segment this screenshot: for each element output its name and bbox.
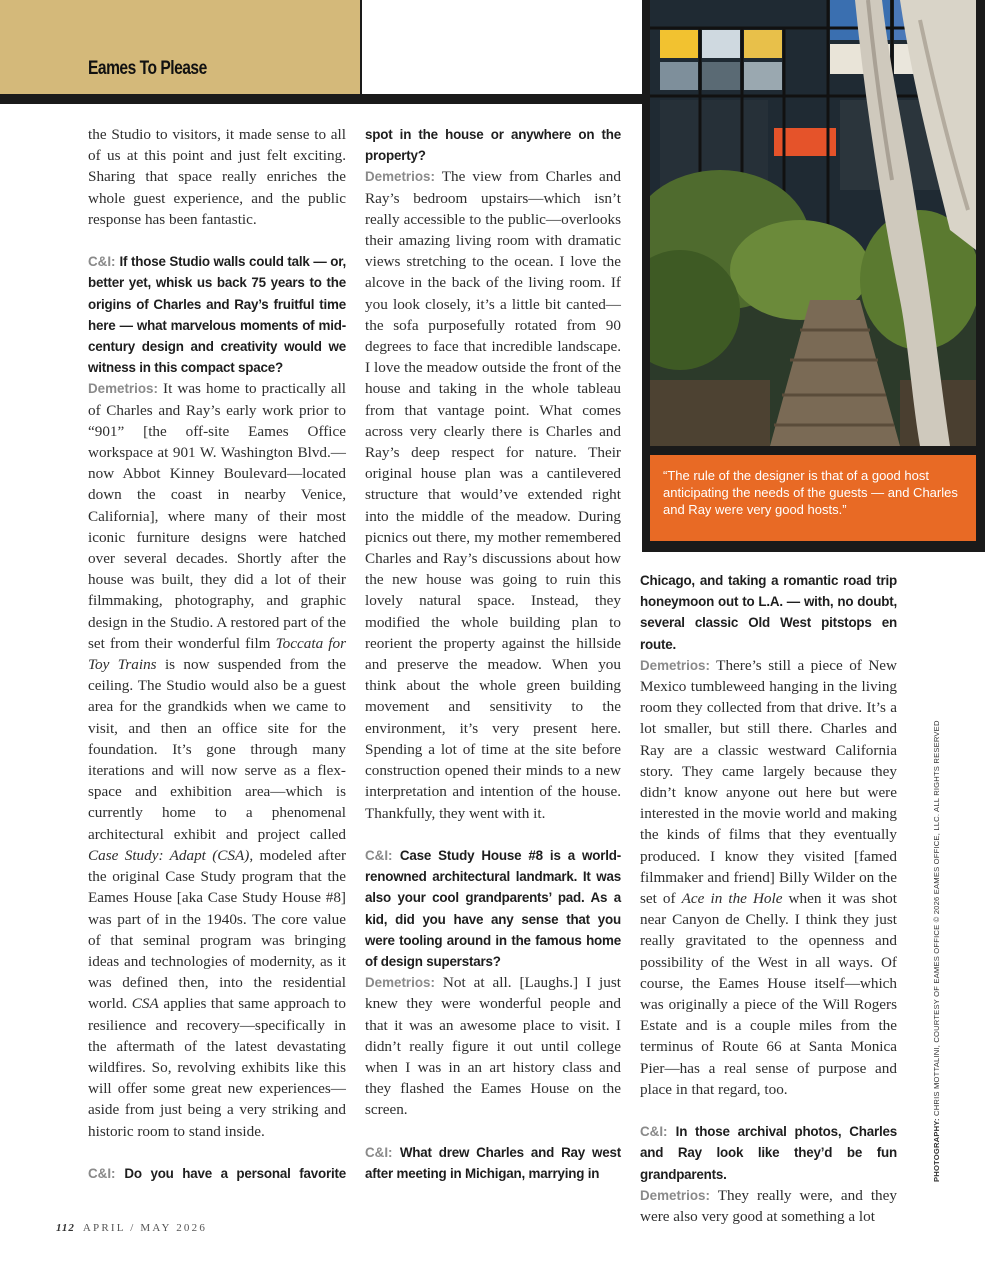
- question-tag: C&I:: [640, 1124, 668, 1140]
- question-tag: C&I:: [88, 1165, 116, 1181]
- answer-text: Not at all. [Laughs.] I just knew they were wonderful people and that it was an awesome place to visit. I didn’t really figure it out until college when I was in an art history class and they flashed the Eames House on the screen.: [365, 974, 622, 1119]
- answer-text: They really were, and they were also very good at something a lot: [640, 1186, 897, 1226]
- question-text: In those archival photos, Charles and Ray look like they’d be fun grandparents.: [640, 1124, 898, 1182]
- header-rule: [0, 94, 646, 104]
- answer-text: , modeled after the original Case Study program that the Eames House [aka Case Study House #8] was part of in the 1940s. The core value of that seminal program was bringing ideas and technologies of modernity, as it was defined then, into the residential world.: [88, 846, 346, 1013]
- speaker-label: Demetrios:: [88, 381, 158, 397]
- film-title: Toccata for Toy Trains: [88, 634, 347, 674]
- answer: [365, 972, 621, 1120]
- speaker-label: Demetrios:: [365, 169, 435, 185]
- answer-text: is now suspended from the ceiling. The Studio would also be a guest area for the grandkids when we came to visit, and then an office site for the foundation. It’s gone through many iterations and will now serve as a flex-space and exhibition area—which is currently home to a phenomenal architectural exhibit and project called: [88, 656, 346, 843]
- question-text: Chicago, and taking a romantic road trip honeymoon out to L.A. — with, no doubt, several classic Old West pitstops en route.: [640, 573, 897, 652]
- credit-text: CHRIS MOTTALINI, COURTESY OF EAMES OFFICE © 2026 EAMES OFFICE, LLC. ALL RIGHTS RESERVED: [932, 720, 941, 1116]
- question-tag: C&I:: [365, 1144, 393, 1160]
- pull-quote-box: [650, 455, 976, 541]
- question: [640, 1121, 897, 1185]
- question: [88, 1163, 346, 1184]
- paragraph: [88, 124, 346, 230]
- question: [88, 251, 346, 378]
- answer-text: The view from Charles and Ray’s bedroom upstairs—which isn’t really accessible to the public—overlooks their amazing living room with dramatic views stretching to the ocean. I love the alcove in the back of the living room. If you look closely, it’s a little bit canted—the sofa purposefully rotated from 90 degrees to face that incredible landscape. I love the meadow outside the front of the house and taking in the whole tableau from that vantage point. What comes across very clearly there is Charles and Ray’s deep respect for nature. Their original house plan was a cantilevered structure that would’ve extended right into the middle of the meadow. During picnics out there, my mother remembered Charles and Ray’s discussions about how the new house was going to ruin this lovely natural space. Instead, they modified the whole building plan to reorient the property against the hillside and preserve the meadow. When you think about the whole green building movement and sensitivity to the environment, it’s very present here. Spending a lot of time at the site before construction opened their minds to a new interpretation and intention of the house. Thankfully, they went with it.: [365, 168, 621, 822]
- speaker-label: Demetrios:: [640, 1187, 710, 1203]
- page-number: 112: [56, 1222, 75, 1234]
- speaker-label: Demetrios:: [640, 657, 710, 673]
- film-title: Ace in the Hole: [681, 890, 783, 908]
- answer: [88, 378, 346, 1141]
- folio: [56, 1222, 207, 1234]
- pull-quote: “The rule of the designer is that of a good host anticipating the needs of the guests — and Charles and Ray were very good hosts.”: [663, 468, 958, 517]
- issue-date: APRIL / MAY 2026: [82, 1222, 208, 1234]
- answer: [365, 166, 621, 823]
- answer: [640, 1185, 897, 1227]
- question-text: Do you have a personal favorite: [124, 1165, 346, 1181]
- article-column-3: [640, 570, 897, 1227]
- question: [365, 124, 621, 166]
- answer-text: It was home to practically all of Charles and Ray’s early work prior to “901” [the off-site Eames Office workspace at 901 W. Washington Blvd.—now Abbot Kinney Boulevard—located down the coast in nearby Venice, California], where many of their most iconic furniture designs were hatched over several decades. Shortly after the house was built, they did a lot of their filmmaking, photography, and graphic design in the Studio. A restored part of the set from their wonderful film: [88, 380, 347, 652]
- question-text: What drew Charles and Ray west after meeting in Michigan, marrying in: [365, 1144, 622, 1181]
- answer-text: There’s still a piece of New Mexico tumbleweed hanging in the living room they collected from that drive. It’s a lot smaller, but still there. Charles and Ray are a classic westward California story. They came largely because they didn’t know anyone out here but were interested in the movie world and making the kinds of films that they eventually produced. I know they visited [famed filmmaker and friend] Billy Wilder on the set of: [640, 656, 898, 908]
- question: [640, 570, 897, 655]
- question-tag: C&I:: [365, 847, 393, 863]
- house-garden-photo: [650, 0, 976, 446]
- question-text: If those Studio walls could talk — or, better yet, whisk us back 75 years to the origins of Charles and Ray’s fruitful time here — what marvelous moments of mid-century design and creativity would we witness in this compact space?: [88, 254, 347, 376]
- photo-credit: [932, 722, 941, 1182]
- credit-label: PHOTOGRAPHY:: [932, 1118, 941, 1182]
- answer-text: when it was shot near Canyon de Chelly. I think they just really gravitated to the openness and possibility of the West in all ways. Of course, the Eames House itself—which was originally a piece of the Will Rogers Estate and is a couple miles from the terminus of Route 66 at Santa Monica Pier—has a real sense of purpose and place in that regard, too.: [640, 890, 897, 1098]
- question-text: spot in the house or anywhere on the property?: [365, 127, 621, 164]
- exhibit-title: Case Study: Adapt (CSA): [88, 846, 250, 864]
- question: [365, 1142, 621, 1184]
- question-text: Case Study House #8 is a world-renowned architectural landmark. It was also your cool grandparents’ pad. As a kid, did you have any sense that you were tooling around in the famous home of design superstars?: [365, 847, 622, 969]
- question-tag: C&I:: [88, 254, 116, 270]
- question: [365, 845, 621, 972]
- photo-illustration: [650, 0, 976, 446]
- exhibit-abbrev: CSA: [131, 995, 159, 1013]
- answer: [640, 655, 897, 1100]
- article-column-2: [365, 124, 621, 1184]
- answer-text: applies that same approach to resilience and recovery—specifically in the aftermath of the latest devastating wildfires. So, revolving exhibits like this will offer some great new experiences—aside from just being a very striking and historic room to stand inside.: [88, 995, 346, 1140]
- section-title: Eames To Please: [88, 58, 207, 79]
- paragraph-text: the Studio to visitors, it made sense to all of us at this point and just felt exciting. Sharing that space really enriches the whole guest experience, and the public response has been fantastic.: [88, 126, 346, 228]
- header-divider: [360, 0, 362, 96]
- speaker-label: Demetrios:: [365, 975, 435, 991]
- article-column-1: [88, 124, 346, 1184]
